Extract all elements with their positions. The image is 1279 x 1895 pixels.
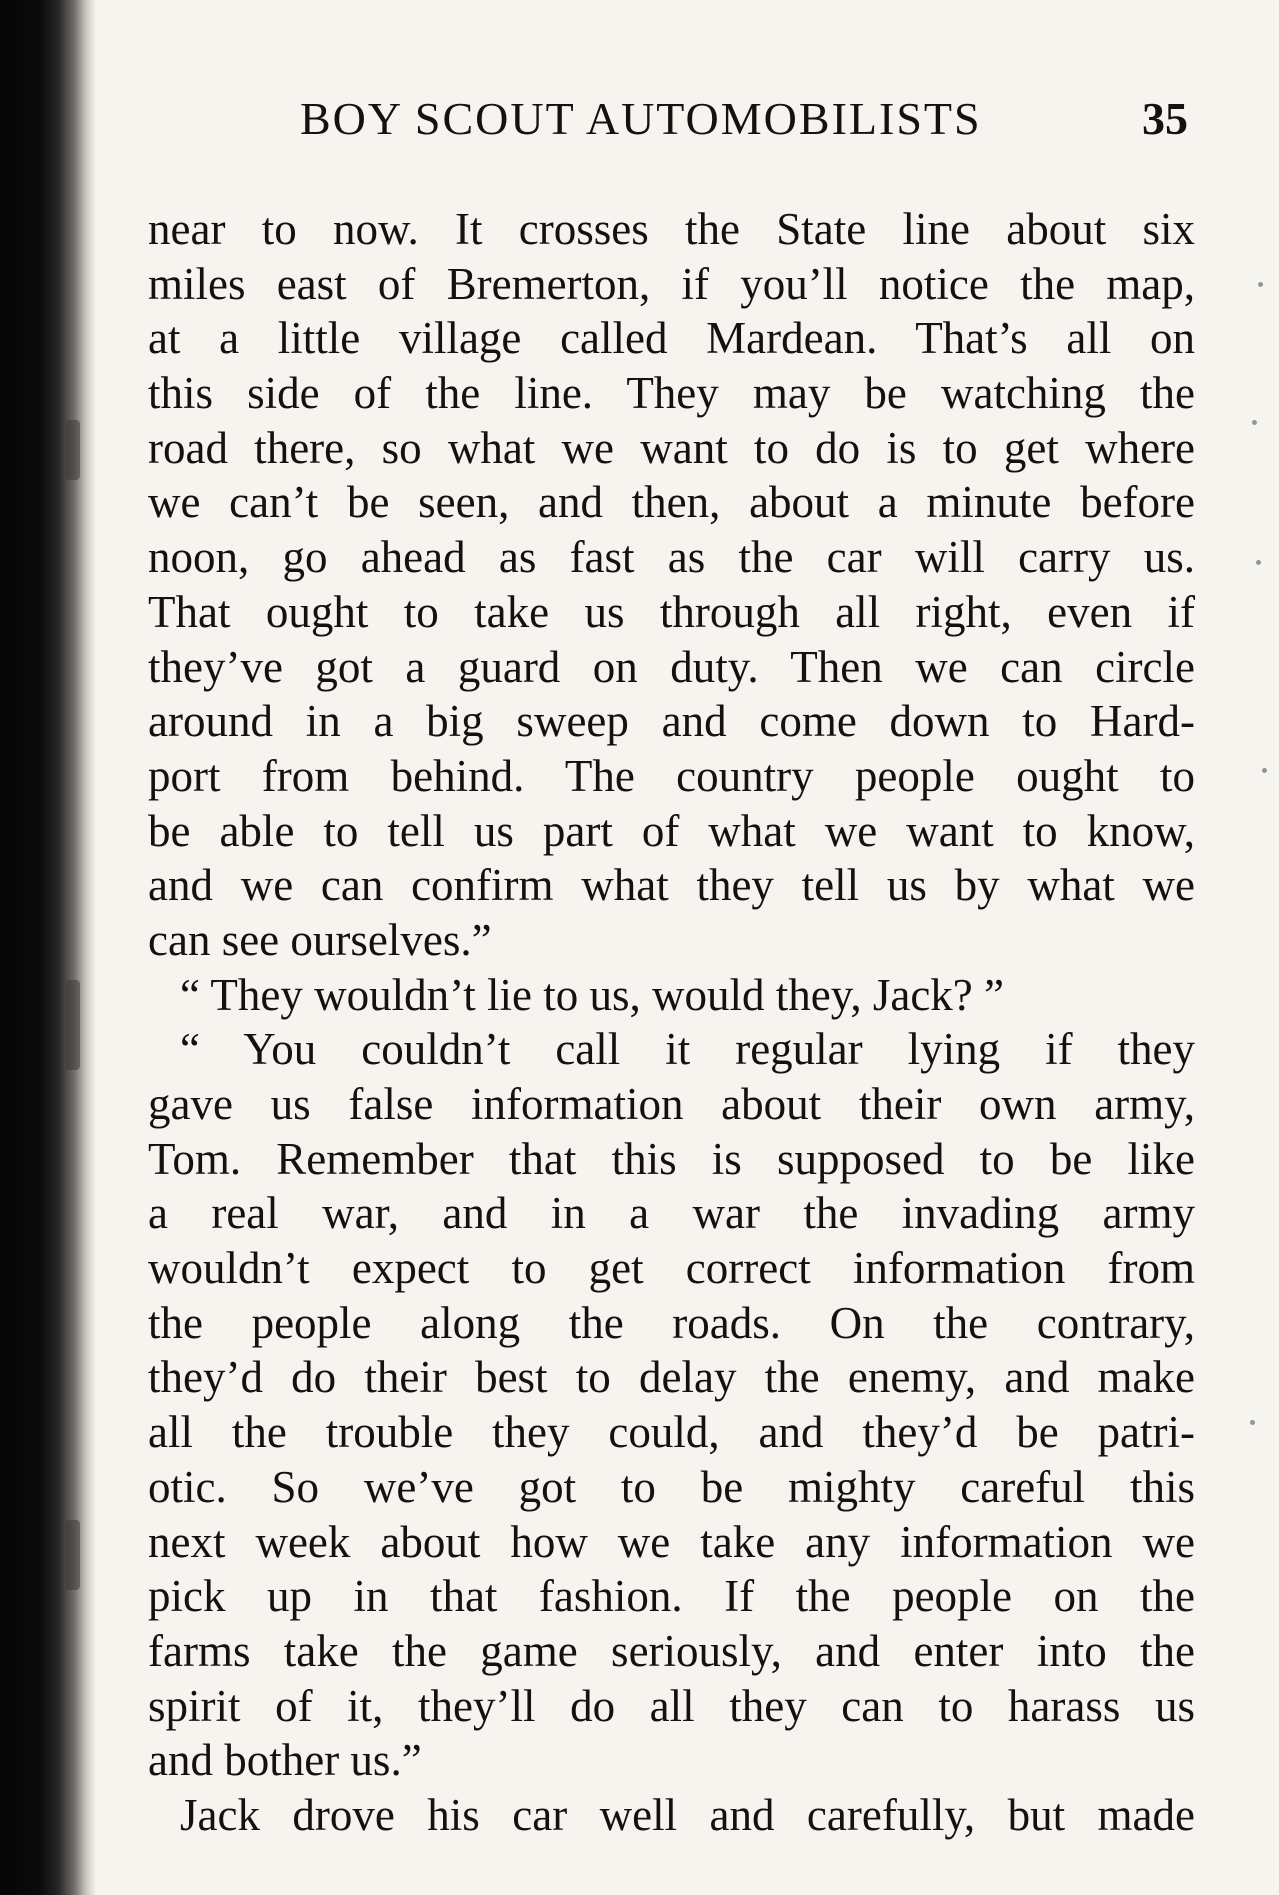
text-line: can see ourselves.” bbox=[148, 914, 492, 965]
text-line: Tom. Remember that this is supposed to be like bbox=[148, 1133, 1195, 1184]
text-line: noon, go ahead as fast as the car will carry us. bbox=[148, 532, 1195, 583]
text-line: around in a big sweep and come down to Hard- bbox=[148, 696, 1195, 747]
body-text bbox=[148, 202, 1195, 1843]
text-line: all the trouble they could, and they’d be patri- bbox=[148, 1407, 1195, 1458]
text-line: be able to tell us part of what we want to know, bbox=[148, 805, 1195, 856]
text-line: farms take the game seriously, and enter into the bbox=[148, 1625, 1195, 1676]
text-line: a real war, and in a war the invading army bbox=[148, 1188, 1195, 1239]
text-line: the people along the roads. On the contrary, bbox=[148, 1297, 1195, 1348]
text-line: port from behind. The country people ought to bbox=[148, 750, 1195, 801]
text-line: and bother us.” bbox=[148, 1735, 422, 1786]
text-line: road there, so what we want to do is to get where bbox=[148, 422, 1195, 473]
scan-speck bbox=[66, 1520, 80, 1590]
scan-speck bbox=[1250, 1420, 1255, 1425]
text-line: That ought to take us through all right, even if bbox=[148, 586, 1195, 637]
text-line: this side of the line. They may be watching the bbox=[148, 368, 1195, 419]
text-line: they’d do their best to delay the enemy, and make bbox=[148, 1352, 1195, 1403]
scan-speck bbox=[1256, 560, 1261, 565]
binding-shadow bbox=[0, 0, 96, 1895]
scan-speck bbox=[66, 980, 80, 1070]
running-title: BOY SCOUT AUTOMOBILISTS bbox=[300, 93, 982, 144]
scan-speck bbox=[1262, 768, 1267, 773]
text-line: gave us false information about their own army, bbox=[148, 1079, 1195, 1129]
text-line: next week about how we take any information we bbox=[148, 1516, 1195, 1567]
scan-speck bbox=[66, 420, 80, 480]
text-line: they’ve got a guard on duty. Then we can circle bbox=[148, 641, 1195, 692]
text-line: near to now. It crosses the State line about six bbox=[148, 204, 1195, 254]
page-number: 35 bbox=[1142, 93, 1188, 144]
scan-speck bbox=[1252, 420, 1257, 425]
dialogue-line: “ They wouldn’t lie to us, would they, Jack? ” bbox=[180, 969, 1004, 1020]
text-line: spirit of it, they’ll do all they can to harass us bbox=[148, 1680, 1195, 1731]
dialogue-line: “ You couldn’t call it regular lying if they bbox=[180, 1024, 1195, 1075]
text-line: pick up in that fashion. If the people on the bbox=[148, 1571, 1195, 1622]
running-head bbox=[300, 92, 1200, 152]
text-line: at a little village called Mardean. That’s all on bbox=[148, 313, 1195, 364]
text-line: otic. So we’ve got to be mighty careful this bbox=[148, 1461, 1195, 1512]
text-line: wouldn’t expect to get correct information from bbox=[148, 1243, 1195, 1294]
scan-speck bbox=[1258, 282, 1263, 287]
text-line: miles east of Bremerton, if you’ll notice the map, bbox=[148, 258, 1195, 309]
text-line: we can’t be seen, and then, about a minute before bbox=[148, 477, 1195, 528]
text-line: and we can confirm what they tell us by what we bbox=[148, 860, 1195, 911]
text-line: Jack drove his car well and carefully, but made bbox=[180, 1789, 1195, 1840]
